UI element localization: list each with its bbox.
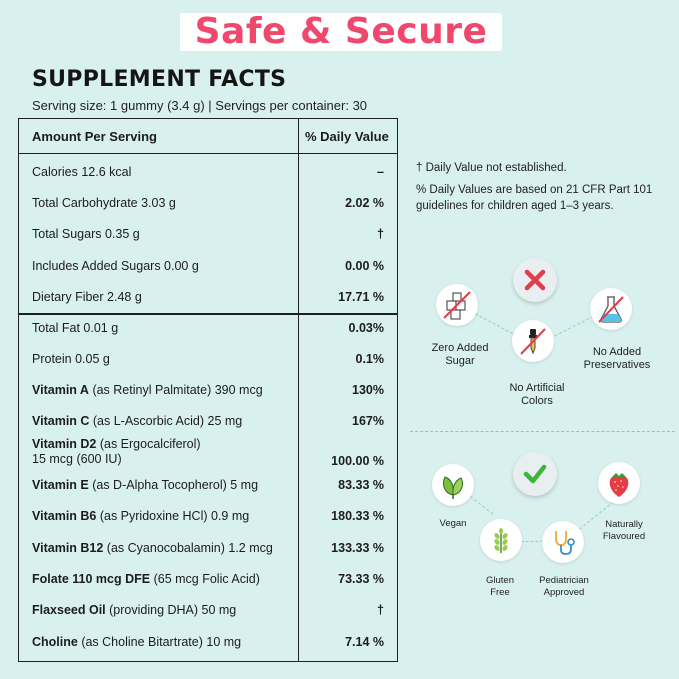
row-value: 167%: [352, 414, 384, 428]
column-divider: [298, 119, 299, 661]
row-value: 0.00 %: [345, 259, 384, 273]
gluten-free-label: Gluten Free: [486, 575, 514, 598]
strawberry-icon: [598, 462, 640, 504]
supplement-facts-table: Amount Per Serving % Daily Value Calories 12.6 kcal – Total Carbohydrate 3.03 g 2.02 % Total Sugars 0.35 g † Includes Added Sugars 0.00 g 0.00 % Dietary Fiber 2.48 g 17.71 % Total Fat 0.01 g 0.03% Protein 0.05 g 0.1% Vitamin A (as Retinyl Palmitate) 390 mcg 130% Vitamin C (as L-Ascorbic Acid) 25 mg 167% Vitamin D2 (as Ergocalciferol) 15 mcg (600 IU) 100.00 % Vitamin E (as D-Alpha Tocopherol) 5 mg 83.33 % Vitamin B6 (as Pyridoxine HCl) 0.9 mg 180.33 % Vitamin B12 (as Cyanocobalamin) 1.2 mcg 133.33 % Folate 110 mcg DFE (65 mcg Folic Acid) 73.33 % Flaxseed Oil (providing DHA) 50 mg † Choline (as Choline Bitartrate) 10 mg 7.14 %: [18, 118, 398, 662]
vegan-label: Vegan: [439, 518, 467, 529]
no-preservatives-icon: [590, 288, 632, 330]
row-value: 2.02 %: [345, 196, 384, 210]
page-title: Safe & Secure: [180, 13, 502, 51]
row-value: 0.03%: [348, 321, 384, 335]
serving-info: Serving size: 1 gummy (3.4 g) | Servings per container: 30: [32, 98, 368, 113]
cross-icon: [522, 267, 548, 293]
stethoscope-icon: [542, 521, 584, 563]
section-divider: [19, 313, 397, 315]
check-badge: [513, 452, 557, 496]
check-icon: [521, 460, 549, 488]
dv-note-line1: % Daily Values are based on 21 CFR Part 101: [416, 184, 653, 196]
zero-sugar-icon: [436, 284, 478, 326]
row-value: 130%: [352, 383, 384, 397]
row-value: 133.33 %: [331, 541, 384, 555]
pediatrician-approved-label: Pediatrician Approved: [539, 575, 589, 598]
wheat-icon: [480, 519, 522, 561]
row-value: 17.71 %: [338, 290, 384, 304]
row-value: 0.1%: [355, 352, 384, 366]
no-colors-icon: [512, 320, 554, 362]
cross-badge: [513, 258, 557, 302]
row-value: †: [377, 227, 384, 241]
section-separator: [410, 431, 675, 432]
row-value: 73.33 %: [338, 572, 384, 586]
header-amount: Amount Per Serving: [32, 129, 157, 144]
row-value: †: [377, 603, 384, 617]
row-value: 180.33 %: [331, 509, 384, 523]
dagger-note: † Daily Value not established.: [416, 162, 567, 174]
supplement-facts-heading: SUPPLEMENT FACTS: [32, 67, 287, 92]
vegan-icon: [432, 464, 474, 506]
naturally-flavoured-label: Naturally Flavoured: [602, 519, 646, 542]
header-daily-value: % Daily Value: [305, 129, 389, 144]
no-preservatives-label: No Added Preservatives: [583, 346, 651, 371]
dv-note-line2: guidelines for children aged 1–3 years.: [416, 200, 614, 212]
no-colors-label: No Artificial Colors: [509, 382, 565, 407]
zero-sugar-label: Zero Added Sugar: [431, 342, 489, 367]
table-header: [19, 119, 397, 154]
row-value: –: [377, 165, 384, 179]
row-value: 100.00 %: [331, 454, 384, 468]
row-value: 7.14 %: [345, 635, 384, 649]
row-value: 83.33 %: [338, 478, 384, 492]
